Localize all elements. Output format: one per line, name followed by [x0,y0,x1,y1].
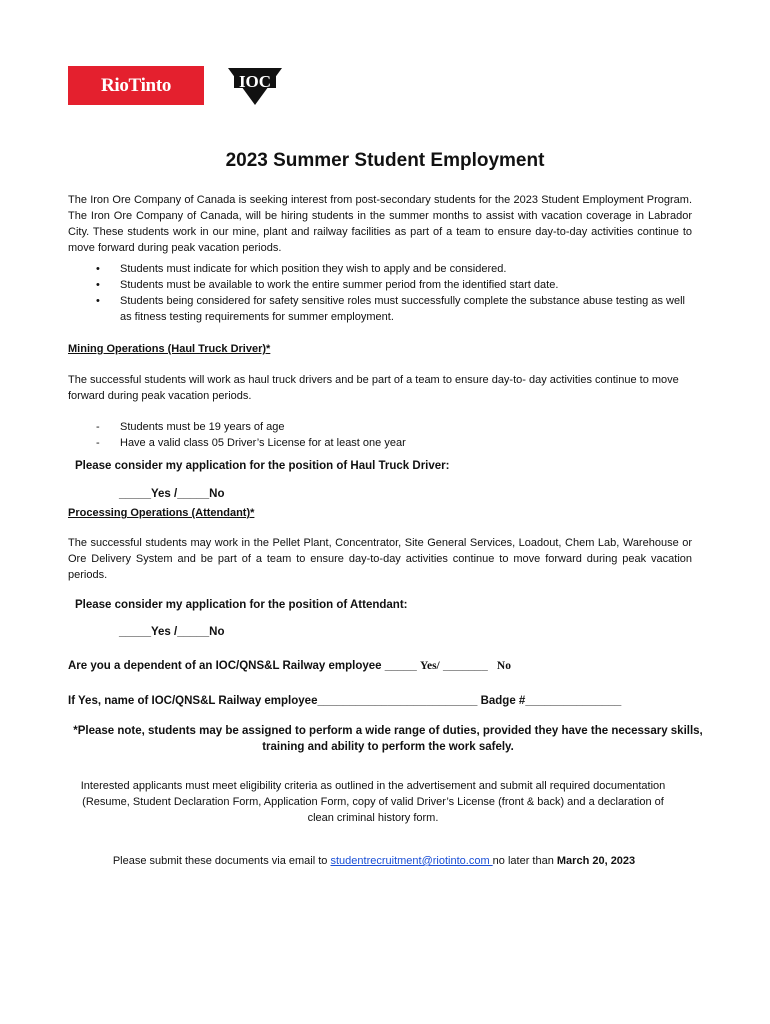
dependent-yes-blank[interactable]: _____ [381,660,420,672]
intro-paragraph: The Iron Ore Company of Canada is seeking interest from post-secondary students for the 2023 Student Employment Program. The Iron Ore Company of Canada, will be hiring students in the summer months to assist with vacation coverage in Labrador City. These students work in our mine, plant and railway facilities as part of a team to ensure day-to-day activities continue to move forward during peak vacation periods. [68,194,692,254]
processing-heading: Processing Operations (Attendant)* [68,507,255,519]
list-item [96,435,596,451]
badge-label: Badge # [477,695,526,707]
email-link[interactable]: studentrecruitment@riotinto.com [330,855,493,867]
rio-tinto-logo-text: RioTinto [100,74,172,96]
submit-line [68,853,680,869]
dash-mark: - [96,421,100,433]
dependent-yes-label: Yes/ [419,660,440,672]
haul-truck-answer-field[interactable]: _____Yes /_____No [119,488,225,500]
employee-name-field[interactable]: _________________________ [317,695,478,707]
list-item [68,277,692,293]
list-item [68,293,692,325]
dependent-no-label: No [496,660,511,672]
ioc-logo-text: IOC [238,72,272,91]
bullet-text: Students being considered for safety sensitive roles must successfully complete the substance abuse testing as well as fitness testing requirements for summer employment. [120,295,685,323]
mining-description: The successful students will work as haul truck drivers and be part of a team to ensure day-to- day activities continue to move forward during peak vacation periods. [68,374,679,402]
attendant-question: Please consider my application for the position of Attendant: [75,599,408,611]
employee-name-line [68,695,621,707]
dependent-no-blank[interactable]: _______ [439,660,491,672]
bullet-mark: • [96,279,100,291]
list-item [68,261,692,277]
badge-number-field[interactable]: _______________ [525,695,622,707]
ioc-logo [226,66,284,106]
requirements-bullet-list [68,261,692,325]
rio-tinto-logo [68,66,204,105]
attendant-answer-field[interactable]: _____Yes /_____No [119,626,225,638]
bullet-text: Students must be available to work the entire summer period from the identified start date. [120,279,559,291]
bullet-mark: • [96,263,100,275]
dependent-question-line [68,660,511,672]
page-title: 2023 Summer Student Employment [225,150,545,171]
requirement-text: Have a valid class 05 Driver’s License for at least one year [120,437,406,449]
list-item [96,419,596,435]
mining-requirements [96,419,596,451]
dependent-question: Are you a dependent of an IOC/QNS&L Railway employee [68,660,382,672]
requirement-text: Students must be 19 years of age [120,421,285,433]
duties-note: *Please note, students may be assigned to perform a wide range of duties, provided they have the necessary skills, training and ability to perform the work safely. [73,725,703,753]
submit-middle: no later than [492,855,557,867]
eligibility-paragraph: Interested applicants must meet eligibility criteria as outlined in the advertisement and submit all required documentation (Resume, Student Declaration Form, Application Form, copy of valid Driver’s License (front & back) and a declaration of clean criminal history form. [80,780,666,824]
deadline-date: March 20, 2023 [556,855,636,867]
mining-heading: Mining Operations (Haul Truck Driver)* [68,343,271,355]
bullet-text: Students must indicate for which position they wish to apply and be considered. [120,263,507,275]
employee-name-label: If Yes, name of IOC/QNS&L Railway employee [68,695,318,707]
submit-prefix: Please submit these documents via email to [112,855,331,867]
processing-description: The successful students may work in the Pellet Plant, Concentrator, Site General Services, Loadout, Chem Lab, Warehouse or Ore Delivery System and be part of a team to ensure day-to-day activities continue to move forward during peak vacation periods. [68,537,692,581]
dash-mark: - [96,437,100,449]
haul-truck-question: Please consider my application for the position of Haul Truck Driver: [75,460,450,472]
bullet-mark: • [96,295,100,307]
